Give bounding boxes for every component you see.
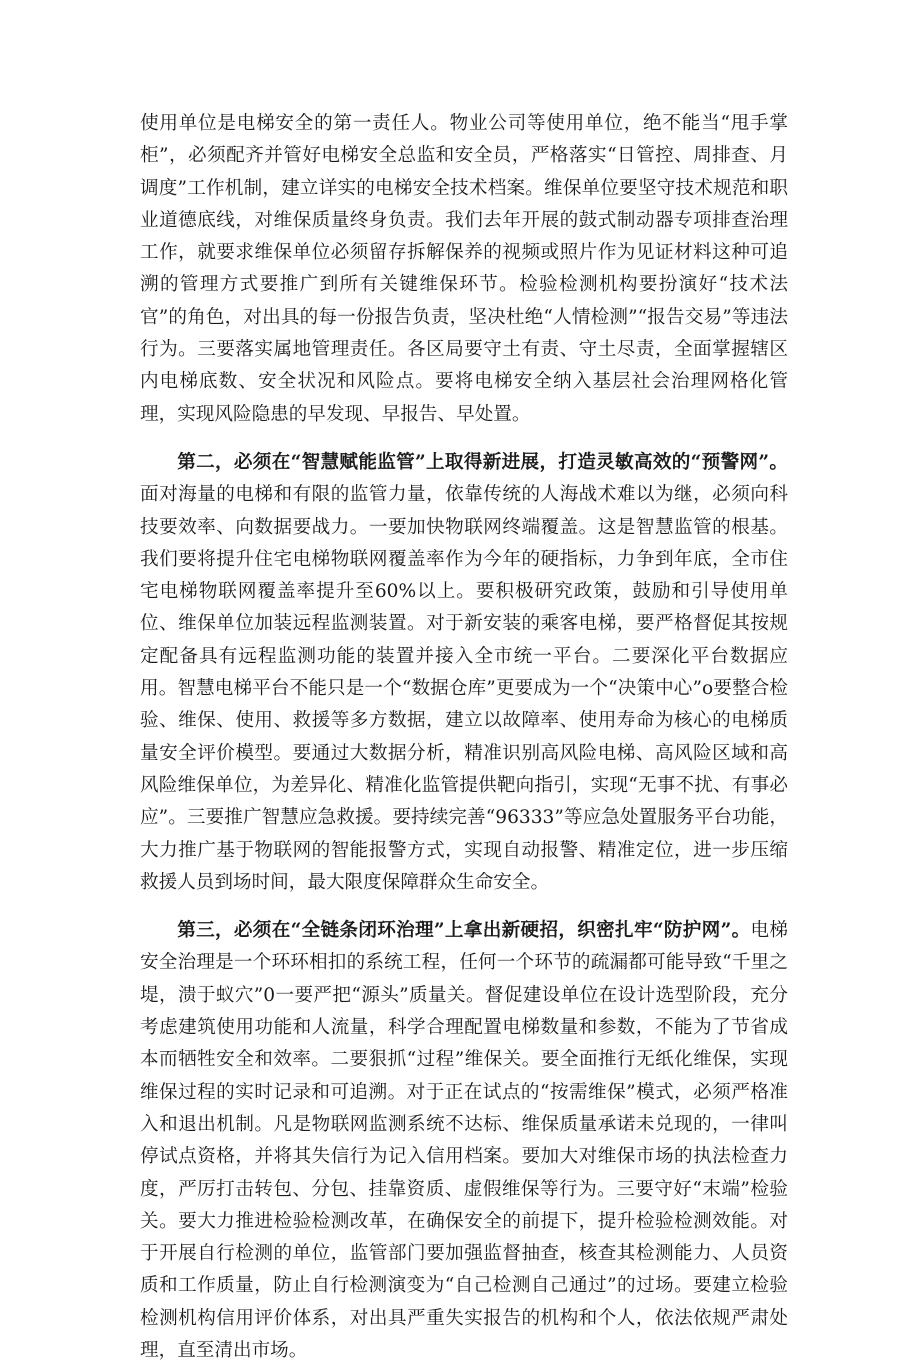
paragraph-responsibility: [140, 108, 788, 431]
paragraph-body: 使用单位是电梯安全的第一责任人。物业公司等使用单位，绝不能当“甩手掌柜”，必须配齐并管好电梯安全总监和安全员，严格落实“日管控、周排查、月调度”工作机制，建立详实的电梯安全技术档案。维保单位要坚守技术规范和职业道德底线，对维保质量终身负责。我们去年开展的鼓式制动器专项排查治理工作，就要求维保单位必须留存拆解保养的视频或照片作为见证材料这种可追溯的管理方式要推广到所有关键维保环节。检验检测机构要扮演好“技术法官”的角色，对出具的每一份报告负责，坚决杜绝“人情检测”“报告交易”等违法行为。三要落实属地管理责任。各区局要守土有责、守土尽责，全面掌握辖区内电梯底数、安全状况和风险点。要将电梯安全纳入基层社会治理网格化管理，实现风险隐患的早发现、早报告、早处置。: [140, 113, 788, 425]
paragraph-body: 面对海量的电梯和有限的监管力量，依靠传统的人海战术难以为继，必须向科技要效率、向数据要战力。一要加快物联网终端覆盖。这是智慧监管的根基。我们要将提升住宅电梯物联网覆盖率作为今年的硬指标，力争到年底，全市住宅电梯物联网覆盖率提升至60%以上。要积极研究政策，鼓励和引导使用单位、维保单位加装远程监测装置。对于新安装的乘客电梯，要严格督促其按规定配备具有远程监测功能的装置并接入全市统一平台。二要深化平台数据应用。智慧电梯平台不能只是一个“数据仓库”更要成为一个“决策中心”o要整合检验、维保、使用、救援等多方数据，建立以故障率、使用寿命为核心的电梯质量安全评价模型。要通过大数据分析，精准识别高风险电梯、高风险区域和高风险维保单位，为差异化、精准化监管提供靶向指引，实现“无事不扰、有事必应”。三要推广智慧应急救援。要持续完善“96333”等应急处置服务平台功能，大力推广基于物联网的智能报警方式，实现自动报警、精准定位，进一步压缩救援人员到场时间，最大限度保障群众生命安全。: [140, 484, 788, 893]
paragraph-heading: 第三，必须在“全链条闭环治理”上拿出新硬招，织密扎牢“防护网”。: [177, 920, 751, 942]
paragraph-heading: 第二，必须在“智慧赋能监管”上取得新进展，打造灵敏高效的“预警网”。: [177, 451, 788, 473]
paragraph-body: 电梯安全治理是一个环环相扣的系统工程，任何一个环节的疏漏都可能导致“千里之堤，溃于蚁穴”0一要严把“源头”质量关。督促建设单位在设计选型阶段，充分考虑建筑使用功能和人流量，科学合理配置电梯数量和参数，不能为了节省成本而牺牲安全和效率。二要狠抓“过程”维保关。要全面推行无纸化维保，实现维保过程的实时记录和可追溯。对于正在试点的“按需维保”模式，必须严格准入和退出机制。凡是物联网监测系统不达标、维保质量承诺未兑现的，一律叫停试点资格，并将其失信行为记入信用档案。要加大对维保市场的执法检查力度，严厉打击转包、分包、挂靠资质、虚假维保等行为。三要守好“末端”检验关。要大力推进检验检测改革，在确保安全的前提下，提升检验检测效能。对于开展自行检测的单位，监管部门要加强监督抽查，核查其检测能力、人员资质和工作质量，防止自行检测演变为“自己检测自己通过”的过场。要建立检验检测机构信用评价体系，对出具严重失实报告的机构和个人，依法依规严肃处理，直至清出市场。: [140, 920, 788, 1361]
paragraph-full-chain-governance: [140, 915, 788, 1367]
document-body: [140, 108, 788, 1367]
paragraph-smart-supervision: [140, 447, 788, 899]
